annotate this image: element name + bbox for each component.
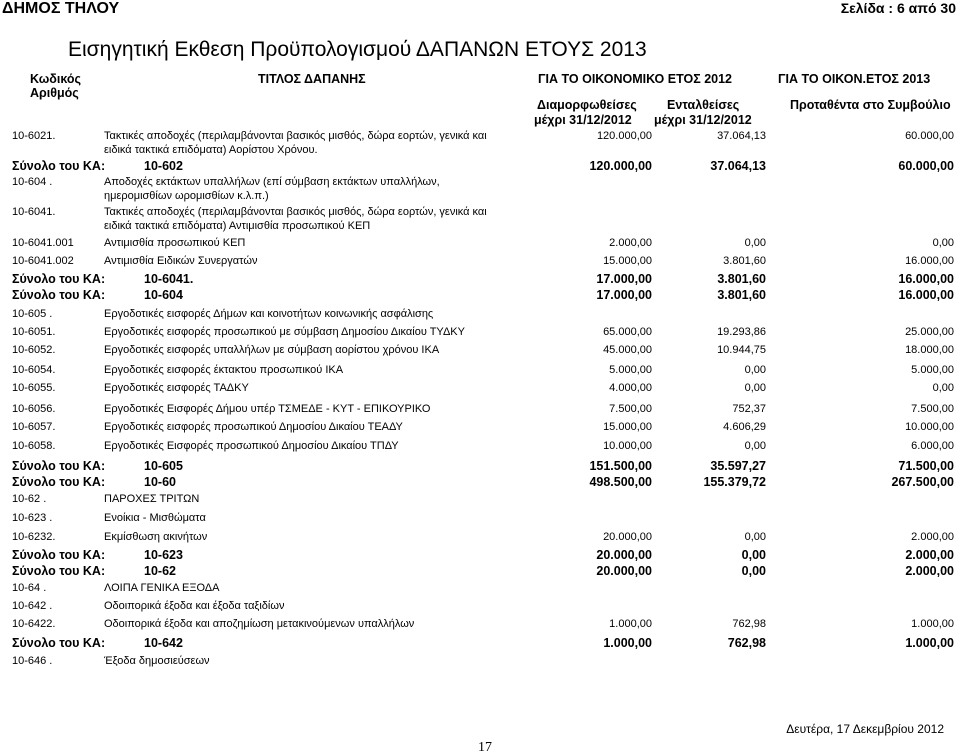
amount-formed: 10.000,00 xyxy=(603,440,652,452)
row-description: Τακτικές αποδοχές (περιλαμβάνονται βασικός μισθός, δώρα εορτών, γενικά και xyxy=(104,130,487,142)
amount-formed: 498.500,00 xyxy=(589,475,652,489)
total-row xyxy=(0,159,960,175)
amount-proposed: 1.000,00 xyxy=(911,618,954,630)
row-description-continued: ημερομισθίων ωρομισθίων κ.λ.π.) xyxy=(104,190,269,202)
table-row xyxy=(0,325,960,341)
row-description: Εργοδοτικές εισφορές προσωπικού Δημοσίου Δικαίου ΤΕΑΔΥ xyxy=(104,421,403,433)
amount-certified: 19.293,86 xyxy=(717,326,766,338)
municipality-name: ΔΗΜΟΣ ΤΗΛΟΥ xyxy=(2,0,120,17)
amount-certified: 0,00 xyxy=(744,440,766,452)
row-description: Εργοδοτικές Εισφορές Δήμου υπέρ ΤΣΜΕΔΕ - ΚΥΤ - ΕΠΙΚΟΥΡΙΚΟ xyxy=(104,403,431,415)
amount-certified: 4.606,29 xyxy=(723,421,766,433)
table-row xyxy=(0,175,960,202)
total-row xyxy=(0,564,960,580)
amount-proposed: 0,00 xyxy=(932,382,954,394)
row-code: 10-6232. xyxy=(12,531,56,543)
total-code: 10-602 xyxy=(144,159,183,173)
total-label: Σύνολο του ΚΑ: xyxy=(12,159,106,173)
row-code: 10-64 . xyxy=(12,582,47,594)
row-code: 10-6058. xyxy=(12,440,56,452)
row-description: Εργοδοτικές εισφορές έκτακτου προσωπικού ΙΚΑ xyxy=(104,364,344,376)
row-code: 10-6051. xyxy=(12,326,56,338)
row-code: 10-6052. xyxy=(12,344,56,356)
total-code: 10-6041. xyxy=(144,272,194,286)
amount-formed: 15.000,00 xyxy=(603,255,652,267)
table-row xyxy=(0,129,960,156)
amount-proposed: 2.000,00 xyxy=(905,548,954,562)
column-certified-header: Ενταλθείσες xyxy=(667,98,740,112)
amount-certified: 0,00 xyxy=(741,548,766,562)
row-description: Αντιμισθία προσωπικού ΚΕΠ xyxy=(104,237,246,249)
total-row xyxy=(0,459,960,475)
total-row xyxy=(0,288,960,304)
amount-proposed: 267.500,00 xyxy=(891,475,954,489)
amount-formed: 17.000,00 xyxy=(596,272,652,286)
row-code: 10-605 . xyxy=(12,308,53,320)
total-code: 10-60 xyxy=(144,475,176,489)
row-description-continued: ειδικά τακτικά επιδόματα) Αντιμισθία προσωπικού ΚΕΠ xyxy=(104,220,371,232)
table-row xyxy=(0,343,960,359)
row-code: 10-6041.002 xyxy=(12,255,74,267)
row-code: 10-6041. xyxy=(12,206,56,218)
row-code: 10-6054. xyxy=(12,364,56,376)
amount-formed: 1.000,00 xyxy=(603,636,652,650)
row-description: Αντιμισθία Ειδικών Συνεργατών xyxy=(104,255,258,267)
amount-formed: 120.000,00 xyxy=(596,130,652,142)
amount-certified: 762,98 xyxy=(732,618,766,630)
amount-formed: 65.000,00 xyxy=(603,326,652,338)
amount-proposed: 16.000,00 xyxy=(898,272,954,286)
row-description: Αποδοχές εκτάκτων υπαλλήλων (επί σύμβαση εκτάκτων υπαλλήλων, xyxy=(104,176,440,188)
amount-formed: 20.000,00 xyxy=(596,564,652,578)
table-row xyxy=(0,654,960,670)
total-code: 10-623 xyxy=(144,548,183,562)
row-code: 10-62 . xyxy=(12,493,47,505)
row-code: 10-6422. xyxy=(12,618,56,630)
amount-certified: 35.597,27 xyxy=(710,459,766,473)
page-indicator: Σελίδα : 6 από 30 xyxy=(840,0,956,16)
amount-formed: 20.000,00 xyxy=(603,531,652,543)
amount-proposed: 5.000,00 xyxy=(911,364,954,376)
row-code: 10-623 . xyxy=(12,512,53,524)
row-description: Εργοδοτικές εισφορές προσωπικού με σύμβαση Δημοσίου Δικαίου ΤΥΔΚΥ xyxy=(104,326,465,338)
total-row xyxy=(0,548,960,564)
table-row xyxy=(0,254,960,270)
amount-formed: 7.500,00 xyxy=(609,403,652,415)
total-label: Σύνολο του ΚΑ: xyxy=(12,475,106,489)
table-row xyxy=(0,492,960,508)
row-description: Έξοδα δημοσιεύσεων xyxy=(104,655,210,667)
amount-certified: 752,37 xyxy=(732,403,766,415)
amount-proposed: 60.000,00 xyxy=(905,130,954,142)
amount-formed: 17.000,00 xyxy=(596,288,652,302)
amount-formed: 120.000,00 xyxy=(589,159,652,173)
amount-certified: 3.801,60 xyxy=(717,272,766,286)
column-code-header-line2: Αριθμός xyxy=(30,86,79,100)
row-description: Εργοδοτικές Εισφορές προσωπικού Δημοσίου Δικαίου ΤΠΔΥ xyxy=(104,440,399,452)
amount-certified: 0,00 xyxy=(741,564,766,578)
row-description: Εργοδοτικές εισφορές Δήμων και κοινοτήτων κοινωνικής ασφάλισης xyxy=(104,308,434,320)
amount-proposed: 71.500,00 xyxy=(898,459,954,473)
amount-formed: 2.000,00 xyxy=(609,237,652,249)
total-row xyxy=(0,636,960,652)
amount-certified: 762,98 xyxy=(727,636,766,650)
table-row xyxy=(0,617,960,633)
amount-certified: 37.064,13 xyxy=(717,130,766,142)
amount-proposed: 2.000,00 xyxy=(905,564,954,578)
row-description: Εργοδοτικές εισφορές υπαλλήλων με σύμβαση αορίστου χρόνου ΙΚΑ xyxy=(104,344,440,356)
amount-proposed: 60.000,00 xyxy=(898,159,954,173)
row-description: Τακτικές αποδοχές (περιλαμβάνονται βασικός μισθός, δώρα εορτών, γενικά και xyxy=(104,206,487,218)
total-label: Σύνολο του ΚΑ: xyxy=(12,564,106,578)
amount-proposed: 6.000,00 xyxy=(911,440,954,452)
row-description: ΛΟΙΠΑ ΓΕΝΙΚΑ ΕΞΟΔΑ xyxy=(104,582,220,594)
column-formed-header-line2: μέχρι 31/12/2012 xyxy=(534,113,632,127)
total-row xyxy=(0,475,960,491)
amount-proposed: 0,00 xyxy=(932,237,954,249)
amount-formed: 5.000,00 xyxy=(609,364,652,376)
column-proposed-header: Προταθέντα στο Συμβούλιο xyxy=(790,98,951,112)
amount-formed: 45.000,00 xyxy=(603,344,652,356)
table-row xyxy=(0,402,960,418)
total-label: Σύνολο του ΚΑ: xyxy=(12,459,106,473)
table-row xyxy=(0,236,960,252)
column-certified-header-line2: μέχρι 31/12/2012 xyxy=(654,113,752,127)
amount-proposed: 7.500,00 xyxy=(911,403,954,415)
footer-date: Δευτέρα, 17 Δεκεμβρίου 2012 xyxy=(786,722,944,736)
row-code: 10-6057. xyxy=(12,421,56,433)
table-row xyxy=(0,439,960,455)
column-title-header: ΤΙΤΛΟΣ ΔΑΠΑΝΗΣ xyxy=(258,72,366,86)
row-code: 10-604 . xyxy=(12,176,53,188)
total-label: Σύνολο του ΚΑ: xyxy=(12,288,106,302)
row-description: Ενοίκια - Μισθώματα xyxy=(104,512,206,524)
footer-page-number: 17 xyxy=(478,740,492,755)
row-code: 10-642 . xyxy=(12,600,53,612)
table-row xyxy=(0,381,960,397)
amount-certified: 3.801,60 xyxy=(717,288,766,302)
row-description: Οδοιπορικά έξοδα και αποζημίωση μετακινούμενων υπαλλήλων xyxy=(104,618,415,630)
amount-certified: 37.064,13 xyxy=(710,159,766,173)
column-fy2013-header: ΓΙΑ ΤΟ ΟΙΚΟΝ.ΕΤΟΣ 2013 xyxy=(778,72,931,86)
amount-proposed: 1.000,00 xyxy=(905,636,954,650)
table-row xyxy=(0,581,960,597)
row-code: 10-6041.001 xyxy=(12,237,74,249)
amount-proposed: 16.000,00 xyxy=(898,288,954,302)
amount-proposed: 2.000,00 xyxy=(911,531,954,543)
amount-formed: 15.000,00 xyxy=(603,421,652,433)
row-description: ΠΑΡΟΧΕΣ ΤΡΙΤΩΝ xyxy=(104,493,200,505)
amount-certified: 0,00 xyxy=(744,237,766,249)
amount-proposed: 18.000,00 xyxy=(905,344,954,356)
row-description: Εργοδοτικές εισφορές ΤΑΔΚΥ xyxy=(104,382,249,394)
total-label: Σύνολο του ΚΑ: xyxy=(12,636,106,650)
row-code: 10-6055. xyxy=(12,382,56,394)
amount-formed: 20.000,00 xyxy=(596,548,652,562)
table-row xyxy=(0,205,960,232)
row-description-continued: ειδικά τακτικά επιδόματα) Αορίστου Χρόνου. xyxy=(104,144,318,156)
page-title: Εισηγητική Εκθεση Προϋπολογισμού ΔΑΠΑΝΩΝ ΕΤΟΥΣ 2013 xyxy=(68,38,647,61)
table-row xyxy=(0,363,960,379)
amount-proposed: 16.000,00 xyxy=(905,255,954,267)
column-code-header: Κωδικός xyxy=(30,72,82,86)
column-fy2012-header: ΓΙΑ ΤΟ ΟΙΚΟΝΟΜΙΚΟ ΕΤΟΣ 2012 xyxy=(538,72,733,86)
amount-certified: 155.379,72 xyxy=(703,475,766,489)
total-code: 10-62 xyxy=(144,564,176,578)
row-code: 10-6021. xyxy=(12,130,56,142)
table-row xyxy=(0,307,960,323)
row-description: Εκμίσθωση ακινήτων xyxy=(104,531,208,543)
total-code: 10-605 xyxy=(144,459,183,473)
table-row xyxy=(0,530,960,546)
table-row xyxy=(0,599,960,615)
table-row xyxy=(0,511,960,527)
row-description: Οδοιπορικά έξοδα και έξοδα ταξιδίων xyxy=(104,600,285,612)
column-formed-header: Διαμορφωθείσες xyxy=(537,98,637,112)
amount-certified: 3.801,60 xyxy=(723,255,766,267)
total-row xyxy=(0,272,960,288)
amount-certified: 0,00 xyxy=(744,364,766,376)
amount-formed: 1.000,00 xyxy=(609,618,652,630)
amount-proposed: 10.000,00 xyxy=(905,421,954,433)
total-code: 10-642 xyxy=(144,636,183,650)
total-label: Σύνολο του ΚΑ: xyxy=(12,548,106,562)
row-code: 10-646 . xyxy=(12,655,53,667)
total-label: Σύνολο του ΚΑ: xyxy=(12,272,106,286)
amount-certified: 10.944,75 xyxy=(717,344,766,356)
amount-formed: 151.500,00 xyxy=(589,459,652,473)
amount-formed: 4.000,00 xyxy=(609,382,652,394)
amount-certified: 0,00 xyxy=(744,382,766,394)
amount-proposed: 25.000,00 xyxy=(905,326,954,338)
table-row xyxy=(0,420,960,436)
row-code: 10-6056. xyxy=(12,403,56,415)
amount-certified: 0,00 xyxy=(744,531,766,543)
total-code: 10-604 xyxy=(144,288,183,302)
